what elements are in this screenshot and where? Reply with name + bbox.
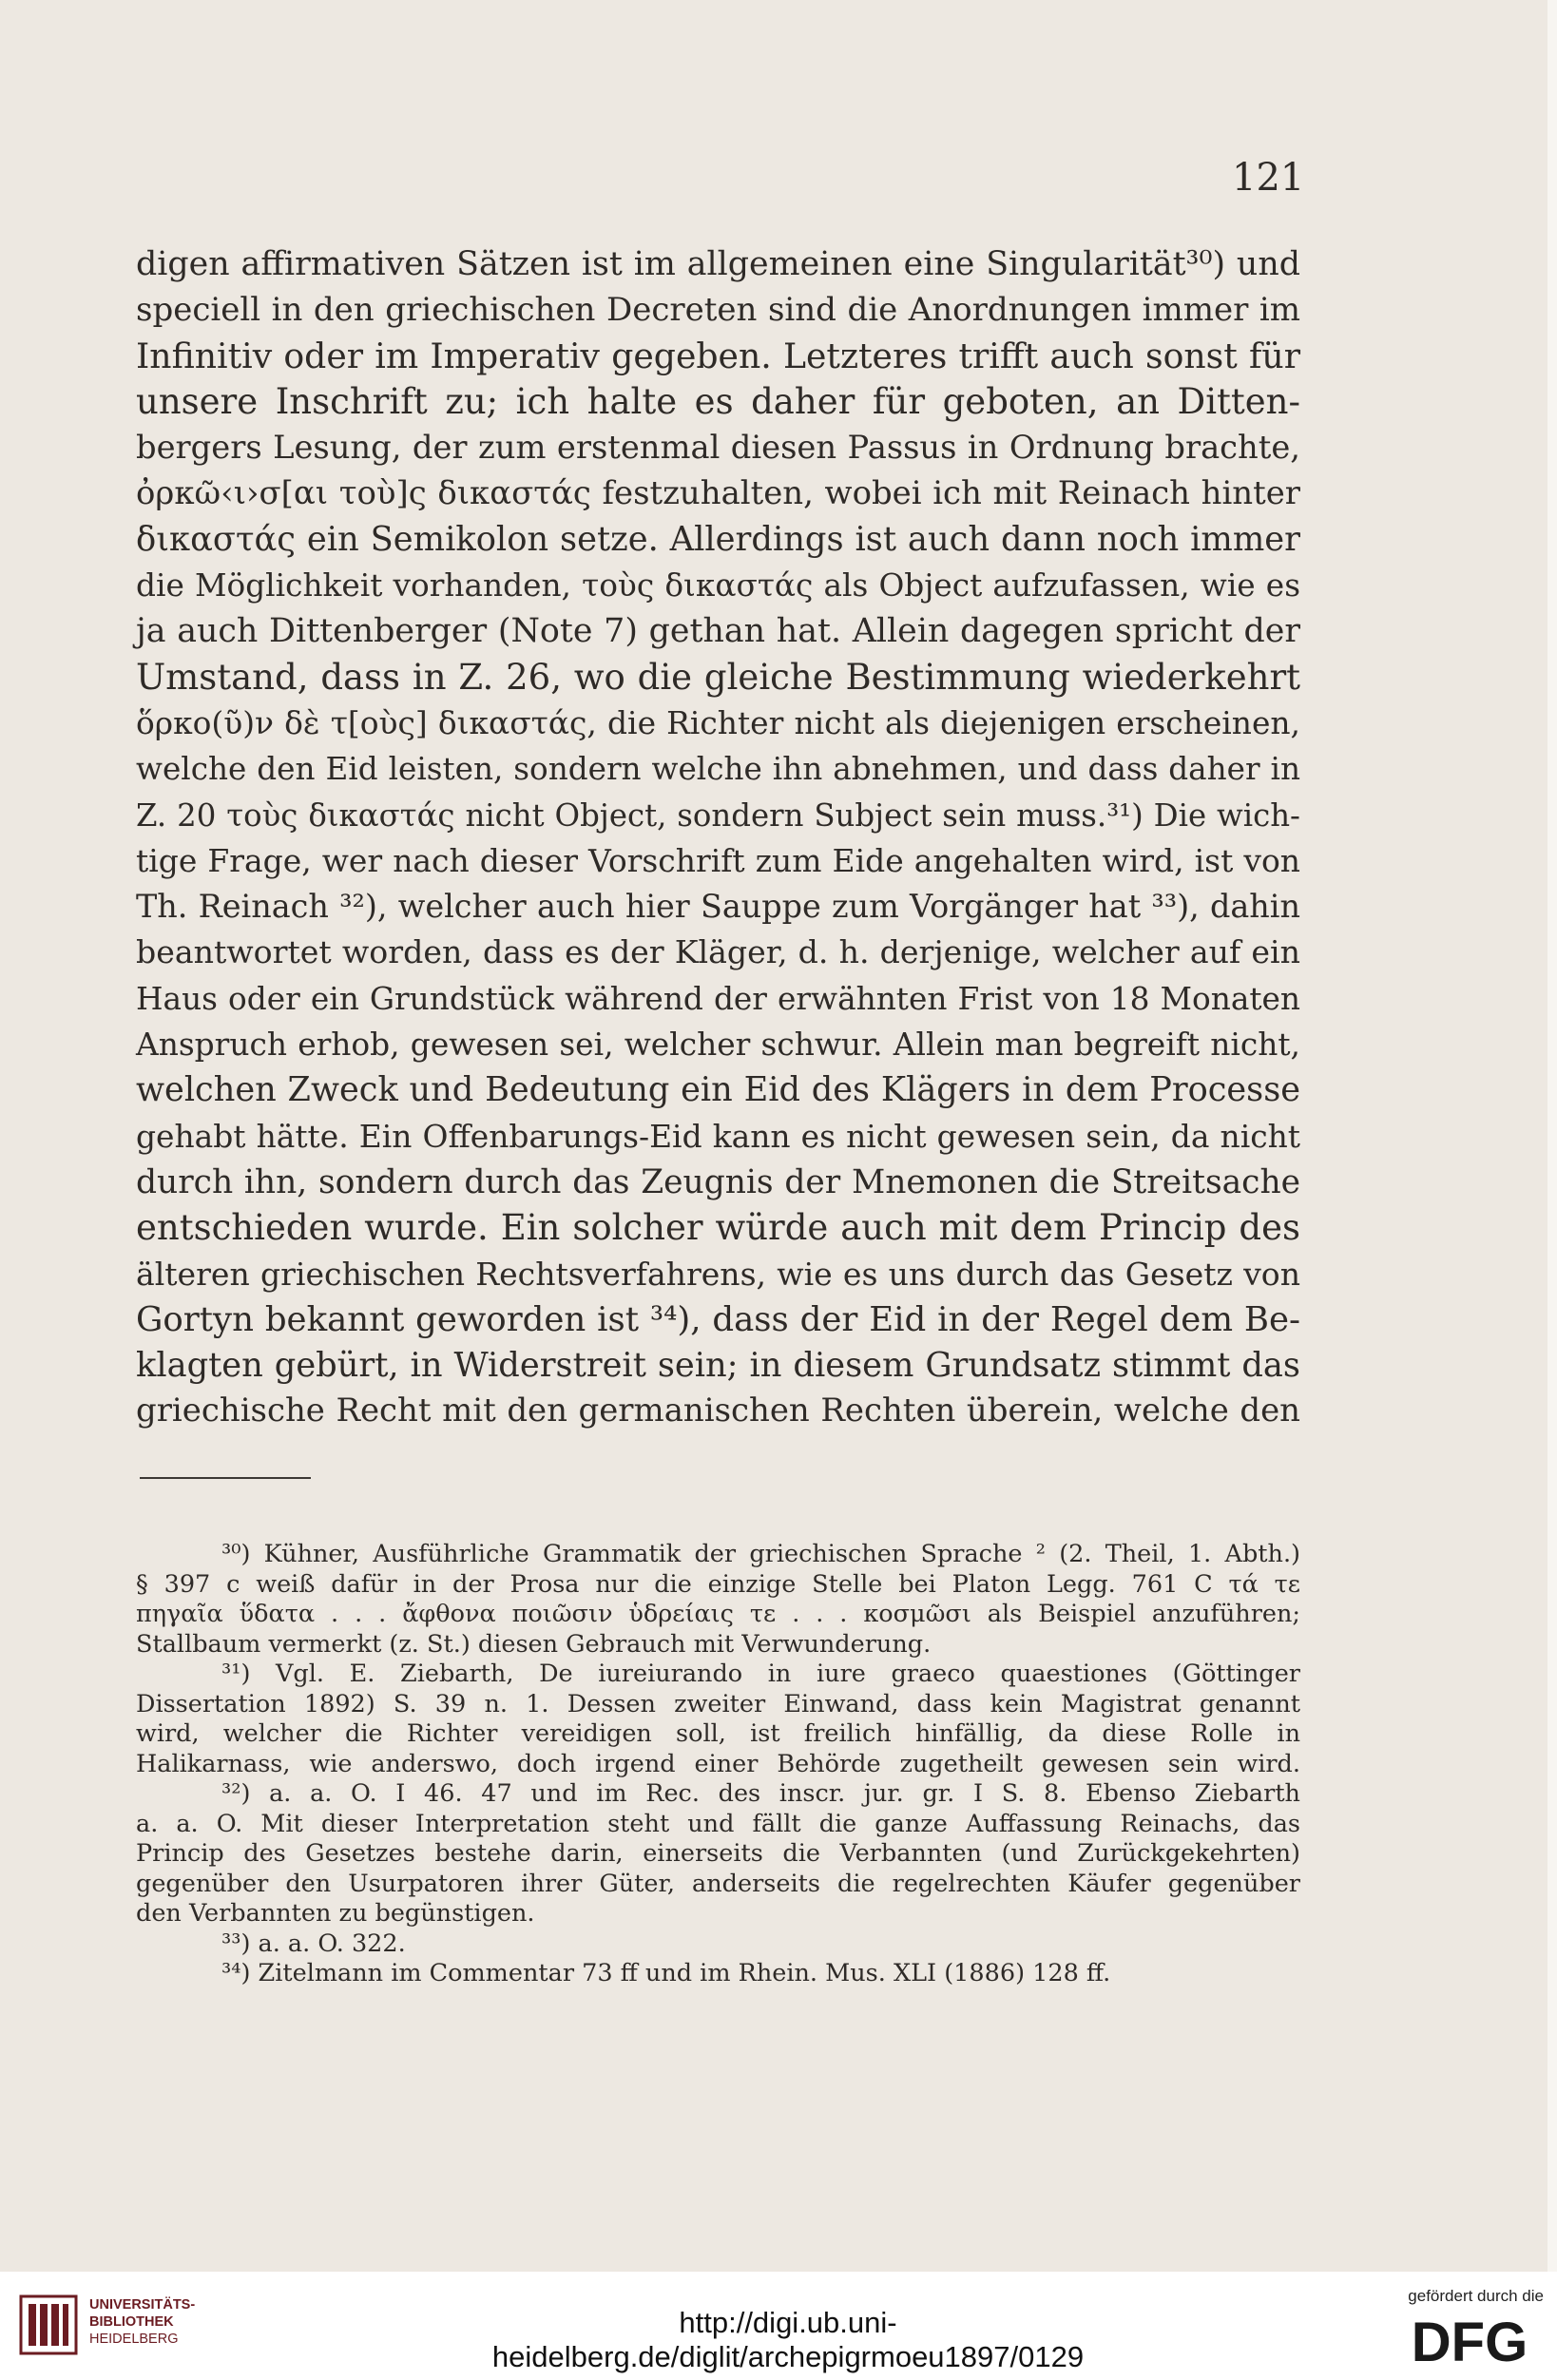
- footnote-31-line: Halikarnass, wie anderswo, doch irgend einer Behörde zugetheilt gewesen sein wird.: [136, 1749, 1300, 1778]
- dfg-logo-icon: [1397, 2312, 1542, 2369]
- body-line: die Möglichkeit vorhanden, τοὺς δικαστάς als Object aufzufassen, wie es: [136, 567, 1300, 605]
- footnote-32-line: a. a. O. Mit dieser Interpretation steht und fällt die ganze Auffassung Reinachs, das: [136, 1809, 1300, 1838]
- body-line: ὅρκο(ῦ)ν δὲ τ[οὺς] δικαστάς, die Richter nicht als diejenigen erscheinen,: [136, 703, 1300, 741]
- body-line: älteren griechischen Rechtsverfahrens, wie es uns durch das Gesetz von: [136, 1255, 1300, 1293]
- digitization-footer: [0, 2272, 1557, 2380]
- footnote-31-line: wird, welcher die Richter vereidigen soll, ist freilich hinfällig, da diese Rolle in: [136, 1719, 1300, 1748]
- body-line: welche den Eid leisten, sondern welche ihn abnehmen, und dass daher in: [136, 751, 1300, 788]
- source-url-link[interactable]: http://digi.ub.uni-heidelberg.de/diglit/archepigrmoeu1897/0129: [491, 2306, 1085, 2373]
- funding-caption: gefördert durch die: [1408, 2287, 1544, 2305]
- page-number: 121: [1232, 156, 1305, 200]
- footnote-32-line: Princip des Gesetzes bestehe darin, einerseits die Verbannten (und Zurückgekehrten): [136, 1839, 1300, 1868]
- body-line: durch ihn, sondern durch das Zeugnis der Mnemonen die Streitsache: [136, 1162, 1300, 1201]
- footnote-32-line: gegenüber den Usurpatoren ihrer Güter, anderseits die regelrechten Käufer gegenüber: [136, 1869, 1300, 1898]
- university-library-logo-icon: [19, 2294, 78, 2355]
- page-edge: [1547, 0, 1557, 2272]
- footnote-32-line: den Verbannten zu begünstigen.: [136, 1899, 535, 1928]
- body-text: [136, 241, 1300, 1435]
- body-line: beantwortet worden, dass es der Kläger, d. h. derjenige, welcher auf ein: [136, 933, 1300, 971]
- dfg-logo-text: DFG: [1411, 2312, 1528, 2369]
- body-line: Umstand, dass in Z. 26, wo die gleiche Bestimmung wiederkehrt: [136, 656, 1300, 698]
- footnote-34-line: ³⁴) Zitelmann im Commentar 73 ff und im Rhein. Mus. XLI (1886) 128 ff.: [221, 1959, 1111, 1987]
- footnote-32-line: ³²) a. a. O. I 46. 47 und im Rec. des inscr. jur. gr. I S. 8. Ebenso Ziebarth: [221, 1779, 1300, 1808]
- body-line: speciell in den griechischen Decreten sind die Anordnungen immer im: [136, 291, 1300, 330]
- body-line: tige Frage, wer nach dieser Vorschrift zum Eide angehalten wird, ist von: [136, 841, 1300, 879]
- body-line: Gortyn bekannt geworden ist ³⁴), dass der Eid in der Regel dem Be-: [136, 1299, 1300, 1339]
- body-line: Th. Reinach ³²), welcher auch hier Sauppe zum Vorgänger hat ³³), dahin: [136, 888, 1300, 926]
- footnote-31-line: ³¹) Vgl. E. Ziebarth, De iureiurando in iure graeco quaestiones (Göttinger: [221, 1660, 1300, 1688]
- body-line: Infinitiv oder im Imperativ gegeben. Letzteres trifft auch sonst für: [136, 335, 1300, 376]
- library-name-line: UNIVERSITÄTS-: [89, 2297, 196, 2313]
- body-line: unsere Inschrift zu; ich halte es daher für geboten, an Ditten-: [136, 380, 1300, 422]
- body-line: bergers Lesung, der zum erstenmal diesen Passus in Ordnung brachte,: [136, 429, 1300, 467]
- footnote-30-line: Stallbaum vermerkt (z. St.) diesen Gebrauch mit Verwunderung.: [136, 1629, 932, 1659]
- body-line: entschieden wurde. Ein solcher würde auch mit dem Princip des: [136, 1207, 1300, 1249]
- footnote-30-line: ³⁰) Kühner, Ausführliche Grammatik der griechischen Sprache ² (2. Theil, 1. Abth.): [221, 1540, 1300, 1568]
- footnote-30-line: πηγαῖα ὕδατα . . . ἄφθονα ποιῶσιν ὑδρείαις τε . . . κοσμῶσι als Beispiel anzuführen;: [136, 1600, 1300, 1628]
- body-line: ὀρκῶ‹ι›σ[αι τοὺ]ς δικαστάς festzuhalten, wobei ich mit Reinach hinter: [136, 474, 1300, 512]
- footnote-30-line: § 397 c weiß dafür in der Prosa nur die einzige Stelle bei Platon Legg. 761 C τά τε: [136, 1569, 1300, 1599]
- library-name: [89, 2296, 241, 2348]
- body-line: welchen Zweck und Bedeutung ein Eid des Klägers in dem Processe: [136, 1070, 1300, 1110]
- body-line: ja auch Dittenberger (Note 7) gethan hat. Allein dagegen spricht der: [136, 612, 1300, 651]
- library-name-line: BIBLIOTHEK: [89, 2314, 174, 2330]
- body-line: griechische Recht mit den germanischen Rechten überein, welche den: [136, 1392, 1300, 1430]
- footnote-31-line: Dissertation 1892) S. 39 n. 1. Dessen zweiter Einwand, dass kein Magistrat genannt: [136, 1689, 1300, 1718]
- footnotes: [136, 1540, 1300, 1989]
- library-name-line: HEIDELBERG: [89, 2332, 179, 2347]
- body-line: Z. 20 τοὺς δικαστάς nicht Object, sondern Subject sein muss.³¹) Die wich-: [136, 797, 1300, 834]
- footnote-33-line: ³³) a. a. O. 322.: [221, 1929, 406, 1958]
- body-line: klagten gebürt, in Widerstreit sein; in diesem Grundsatz stimmt das: [136, 1346, 1300, 1386]
- body-line: digen affirmativen Sätzen ist im allgemeinen eine Singularität³⁰) und: [136, 245, 1300, 283]
- body-line: gehabt hätte. Ein Offenbarungs-Eid kann es nicht gewesen sein, da nicht: [136, 1117, 1300, 1155]
- body-line: δικαστάς ein Semikolon setze. Allerdings ist auch dann noch immer: [136, 519, 1300, 559]
- body-line: Anspruch erhob, gewesen sei, welcher schwur. Allein man begreift nicht,: [136, 1027, 1300, 1064]
- footnote-separator: [140, 1477, 311, 1479]
- body-line: Haus oder ein Grundstück während der erwähnten Frist von 18 Monaten: [136, 980, 1300, 1017]
